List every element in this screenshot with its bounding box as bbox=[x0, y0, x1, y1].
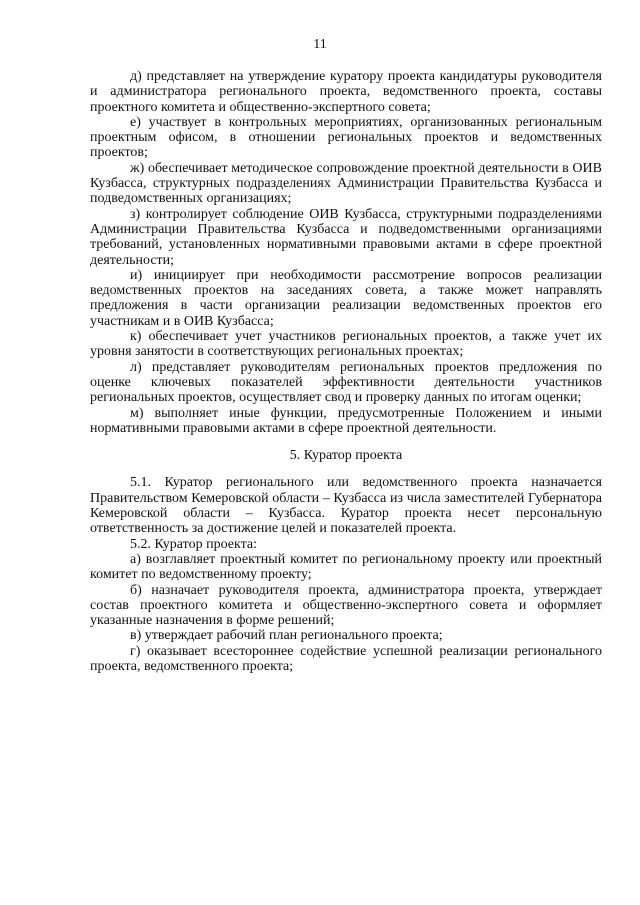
paragraph-item-d: д) представляет на утверждение куратору проекта кандидатуры руководителя и администратора регионального проекта, ведомственного проекта, составы проектного комитета и общественно-экспертного совета; bbox=[90, 69, 602, 115]
paragraph-5-2-v: в) утверждает рабочий план регионального проекта; bbox=[130, 628, 443, 644]
page-number: 11 bbox=[313, 37, 327, 52]
paragraph-item-e: е) участвует в контрольных мероприятиях, организованных региональным проектным офисом, в отношении региональных проектов и ведомственных проектов; bbox=[90, 114, 602, 161]
document-body bbox=[90, 69, 602, 674]
paragraph-5-2-b: б) назначает руководителя проекта, администратора проекта, утверждает состав проектного комитета и общественно-экспертного совета и оформляет указанные назначения в форме решений; bbox=[90, 582, 602, 629]
paragraph-item-m: м) выполняет иные функции, предусмотренные Положением и иными нормативными правовыми актами в сфере проектной деятельности. bbox=[90, 405, 602, 436]
paragraph-item-i: и) инициирует при необходимости рассмотрение вопросов реализации ведомственных проектов на заседаниях совета, а также может направлять предложения в части организации реализации ведомственных проектов его участникам и в ОИВ Кузбасса; bbox=[90, 267, 602, 329]
paragraph-5-2: 5.2. Куратор проекта: bbox=[130, 536, 257, 552]
paragraph-item-z: з) контролирует соблюдение ОИВ Кузбасса, структурными подразделениями Администрации Правительства Кузбасса и подведомственными организациями требований, установленных нормативными правовыми актами в сфере проектной деятельности; bbox=[90, 206, 602, 268]
paragraph-5-1: 5.1. Куратор регионального или ведомственного проекта назначается Правительством Кемеровской области – Кузбасса из числа заместителей Губернатора Кемеровской области – Кузбасса. Куратор проекта несет персональную ответственность за достижение целей и показателей проекта. bbox=[90, 475, 602, 537]
paragraph-item-k: к) обеспечивает учет участников региональных проектов, а также учет их уровня занятости в соответствующих региональных проектах; bbox=[90, 329, 602, 360]
paragraph-item-l: л) представляет руководителям региональных проектов предложения по оценке ключевых показателей эффективности деятельности участников региональных проектов, осуществляет свод и проверку данных по итогам оценки; bbox=[90, 359, 602, 406]
paragraph-item-zh: ж) обеспечивает методическое сопровождение проектной деятельности в ОИВ Кузбасса, структурных подразделениях Администрации Правительства Кузбасса и подведомственных организациях; bbox=[90, 160, 602, 207]
paragraph-5-2-a: а) возглавляет проектный комитет по региональному проекту или проектный комитет по ведомственному проекту; bbox=[90, 551, 602, 583]
section-heading: 5. Куратор проекта bbox=[289, 448, 403, 464]
paragraph-5-2-g: г) оказывает всестороннее содействие успешной реализации регионального проекта, ведомственного проекта; bbox=[90, 643, 602, 674]
